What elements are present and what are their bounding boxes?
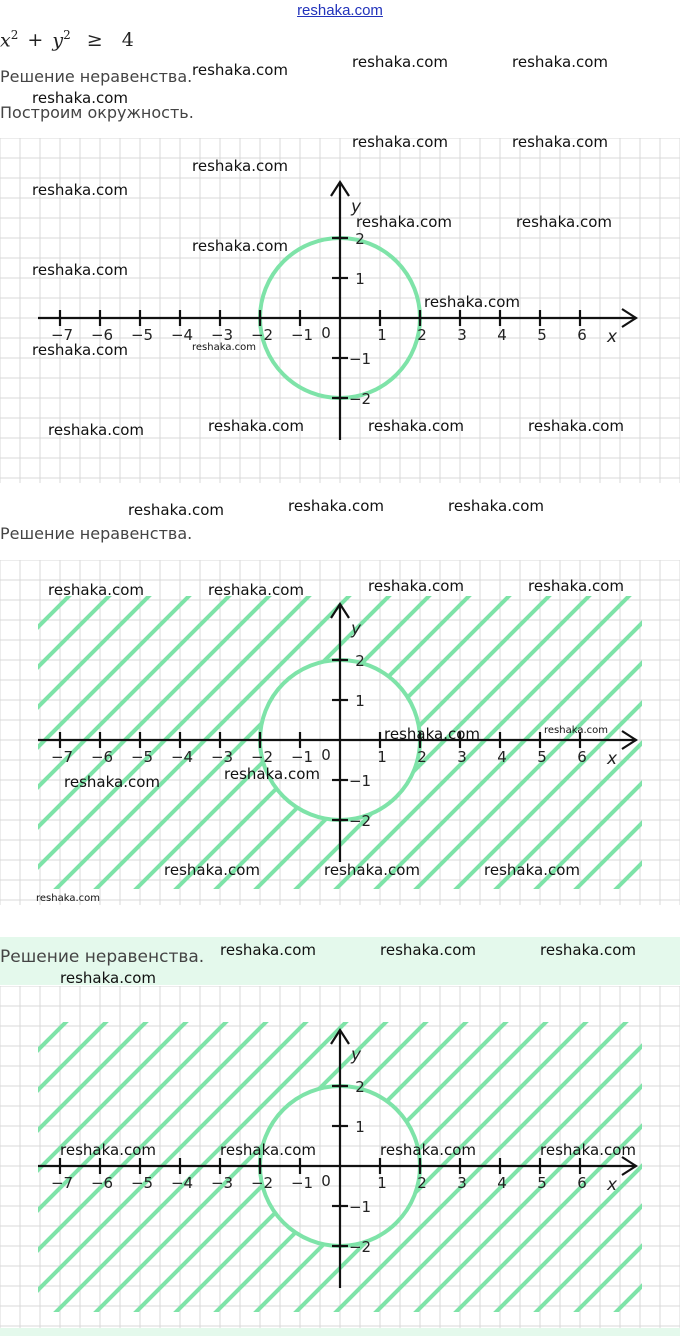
watermark: reshaka.com bbox=[528, 577, 624, 595]
x-tick-label: 6 bbox=[577, 1174, 587, 1192]
watermark: reshaka.com bbox=[384, 725, 480, 743]
watermark: reshaka.com bbox=[192, 61, 288, 79]
x-tick-label: 2 bbox=[417, 1174, 427, 1192]
x-tick-label: −2 bbox=[250, 748, 274, 766]
watermark: reshaka.com bbox=[208, 581, 304, 599]
x-tick-label: −1 bbox=[290, 1174, 314, 1192]
x-tick-label: 1 bbox=[377, 748, 387, 766]
watermark: reshaka.com bbox=[540, 1141, 636, 1159]
formula-plus: + bbox=[27, 29, 44, 52]
x-tick-label: −5 bbox=[130, 748, 154, 766]
x-axis-label: x bbox=[606, 1175, 618, 1195]
x-tick-label: 3 bbox=[457, 748, 467, 766]
x-tick-label: −1 bbox=[290, 326, 314, 344]
watermark: reshaka.com bbox=[356, 213, 452, 231]
watermark: reshaka.com bbox=[32, 341, 128, 359]
formula-relation: ≥ bbox=[86, 29, 103, 52]
x-tick-label: 3 bbox=[457, 1174, 467, 1192]
watermark: reshaka.com bbox=[60, 1141, 156, 1159]
y-tick-label: −1 bbox=[348, 350, 372, 368]
x-tick-label: 3 bbox=[457, 326, 467, 344]
watermark: reshaka.com bbox=[60, 969, 156, 987]
y-axis-label: y bbox=[350, 197, 362, 217]
watermark: reshaka.com bbox=[380, 941, 476, 959]
origin-label: 0 bbox=[321, 1172, 331, 1190]
formula-y: y bbox=[52, 29, 64, 52]
x-tick-label: −2 bbox=[250, 326, 274, 344]
watermark: reshaka.com bbox=[368, 417, 464, 435]
y-tick-label: 2 bbox=[355, 1078, 365, 1096]
watermark: reshaka.com bbox=[64, 773, 160, 791]
x-tick-label: 1 bbox=[377, 326, 387, 344]
watermark: reshaka.com bbox=[288, 497, 384, 515]
y-tick-label: 2 bbox=[355, 652, 365, 670]
watermark: reshaka.com bbox=[128, 501, 224, 519]
watermark: reshaka.com bbox=[380, 1141, 476, 1159]
x-tick-label: −4 bbox=[170, 1174, 194, 1192]
y-axis-label: y bbox=[350, 619, 362, 639]
formula-exp-x: 2 bbox=[10, 28, 19, 42]
x-tick-label: 6 bbox=[577, 326, 587, 344]
watermark: reshaka.com bbox=[208, 417, 304, 435]
watermark: reshaka.com bbox=[324, 861, 420, 879]
watermark: reshaka.com bbox=[540, 941, 636, 959]
watermark: reshaka.com bbox=[484, 861, 580, 879]
watermark: reshaka.com bbox=[32, 181, 128, 199]
y-tick-label: −2 bbox=[348, 390, 372, 408]
y-axis-label: y bbox=[350, 1045, 362, 1065]
y-tick-label: −2 bbox=[348, 1238, 372, 1256]
x-tick-label: 2 bbox=[417, 326, 427, 344]
origin-label: 0 bbox=[321, 746, 331, 764]
y-tick-label: −1 bbox=[348, 772, 372, 790]
hatch-line bbox=[0, 560, 225, 905]
watermark: reshaka.com bbox=[48, 581, 144, 599]
x-tick-label: −6 bbox=[90, 748, 114, 766]
y-tick-label: 1 bbox=[355, 1118, 365, 1136]
watermark: reshaka.com bbox=[164, 861, 260, 879]
bottom-band bbox=[0, 1328, 680, 1336]
site-title[interactable]: reshaka.com bbox=[297, 2, 383, 19]
x-tick-label: −5 bbox=[130, 1174, 154, 1192]
x-tick-label: 5 bbox=[537, 748, 547, 766]
y-tick-label: 1 bbox=[355, 692, 365, 710]
solution-label-3: Решение неравенства. bbox=[0, 947, 205, 967]
watermark: reshaka.com bbox=[36, 893, 100, 904]
watermark: reshaka.com bbox=[192, 157, 288, 175]
build-circle-label: Построим окружность. bbox=[0, 103, 194, 122]
x-tick-label: −1 bbox=[290, 748, 314, 766]
watermark: reshaka.com bbox=[32, 89, 128, 107]
x-tick-label: −6 bbox=[90, 1174, 114, 1192]
x-axis-label: x bbox=[606, 749, 618, 769]
x-tick-label: −6 bbox=[90, 326, 114, 344]
watermark: reshaka.com bbox=[512, 133, 608, 151]
watermark: reshaka.com bbox=[192, 342, 256, 353]
watermark: reshaka.com bbox=[368, 577, 464, 595]
formula-x: x bbox=[0, 29, 11, 52]
inequality-formula bbox=[0, 28, 137, 51]
watermark: reshaka.com bbox=[220, 1141, 316, 1159]
formula-rhs: 4 bbox=[121, 29, 134, 52]
x-tick-label: 4 bbox=[497, 326, 507, 344]
formula-exp-y: 2 bbox=[63, 28, 71, 42]
x-tick-label: 4 bbox=[497, 748, 507, 766]
hatch-line bbox=[0, 560, 145, 905]
x-tick-label: 2 bbox=[417, 748, 427, 766]
x-tick-label: −3 bbox=[210, 326, 234, 344]
x-tick-label: −7 bbox=[50, 748, 74, 766]
x-tick-label: 5 bbox=[537, 1174, 547, 1192]
x-axis-label: x bbox=[606, 327, 618, 347]
hatch-line bbox=[0, 986, 22, 1328]
hatch-line bbox=[0, 560, 25, 905]
x-tick-label: 1 bbox=[377, 1174, 387, 1192]
watermark: reshaka.com bbox=[48, 421, 144, 439]
y-tick-label: −2 bbox=[348, 812, 372, 830]
solution-label-1: Решение неравенства. bbox=[0, 67, 193, 86]
watermark: reshaka.com bbox=[528, 417, 624, 435]
watermark: reshaka.com bbox=[448, 497, 544, 515]
watermark: reshaka.com bbox=[516, 213, 612, 231]
x-tick-label: 6 bbox=[577, 748, 587, 766]
x-tick-label: −4 bbox=[170, 326, 194, 344]
watermark: reshaka.com bbox=[424, 293, 520, 311]
y-tick-label: 2 bbox=[355, 230, 365, 248]
x-tick-label: 4 bbox=[497, 1174, 507, 1192]
origin-label: 0 bbox=[321, 324, 331, 342]
x-tick-label: −7 bbox=[50, 326, 74, 344]
watermark: reshaka.com bbox=[224, 765, 320, 783]
watermark: reshaka.com bbox=[32, 261, 128, 279]
watermark: reshaka.com bbox=[544, 725, 608, 736]
x-tick-label: −2 bbox=[250, 1174, 274, 1192]
y-tick-label: −1 bbox=[348, 1198, 372, 1216]
watermark: reshaka.com bbox=[352, 133, 448, 151]
watermark: reshaka.com bbox=[512, 53, 608, 71]
x-tick-label: −3 bbox=[210, 748, 234, 766]
x-tick-label: −3 bbox=[210, 1174, 234, 1192]
watermark: reshaka.com bbox=[192, 237, 288, 255]
x-tick-label: −4 bbox=[170, 748, 194, 766]
x-tick-label: −5 bbox=[130, 326, 154, 344]
y-tick-label: 1 bbox=[355, 270, 365, 288]
watermark: reshaka.com bbox=[220, 941, 316, 959]
x-tick-label: 5 bbox=[537, 326, 547, 344]
x-tick-label: −7 bbox=[50, 1174, 74, 1192]
solution-label-2: Решение неравенства. bbox=[0, 524, 193, 543]
watermark: reshaka.com bbox=[352, 53, 448, 71]
